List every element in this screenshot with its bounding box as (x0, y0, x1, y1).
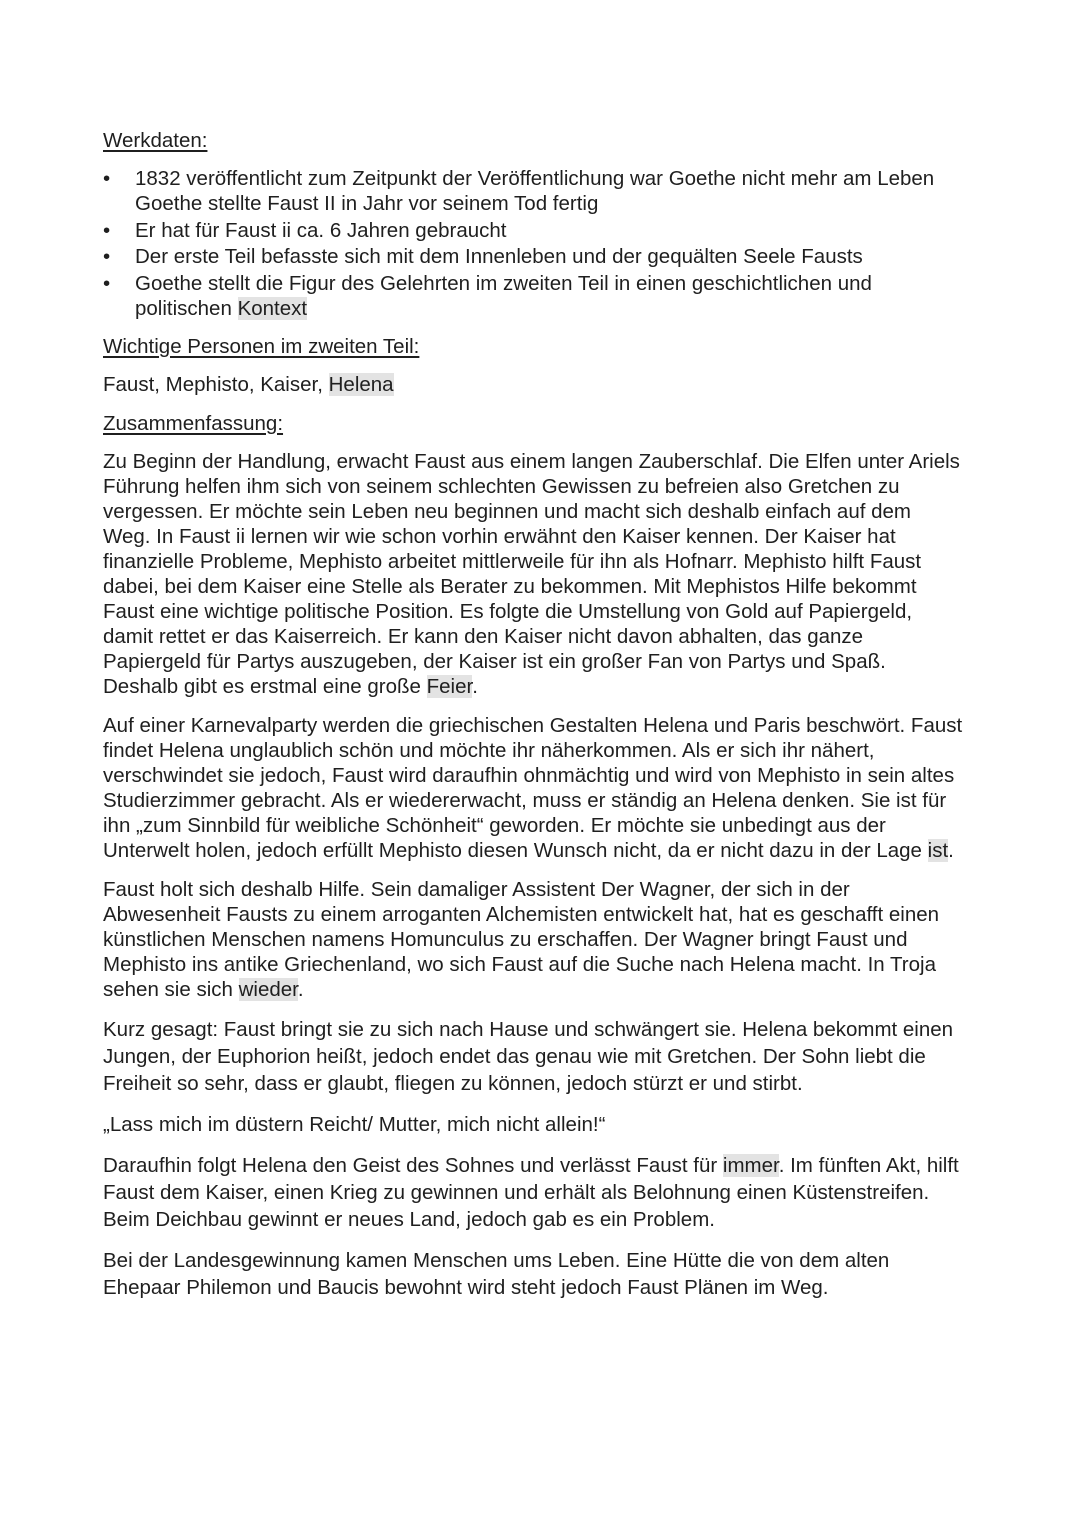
bullet-icon: • (103, 218, 111, 242)
document-page (103, 128, 963, 1315)
list-item-text: Der erste Teil befasste sich mit dem Innenleben und der gequälten Seele Fausts (135, 245, 863, 268)
paragraph-2 (103, 713, 963, 863)
paragraph-text-end: . (297, 977, 304, 1001)
bullet-icon: • (103, 271, 111, 295)
paragraph-text-end: . (472, 674, 478, 698)
paragraph-4 (103, 1016, 963, 1097)
paragraph-text: Zu Beginn der Handlung, erwacht Faust aus einem langen Zauberschlaf. Die Elfen unter Ariels Führung helfen ihm sich von seinem schlechten Gewissen zu befreien also Gretchen zu vergessen. Er möchte sein Leben neu beginnen und macht sich deshalb einfach auf dem Weg. In Faust ii lernen wir wie schon vorhin erwähnt den Kaiser kennen. Der Kaiser hat finanzielle Probleme, Mephisto arbeitet mittlerweile für ihn als Hofnarr. Mephisto hilft Faust dabei, bei dem Kaiser eine Stelle als Berater zu bekommen. Mit Mephistos Hilfe bekommt Faust eine wichtige politische Position. Es folgte die Umstellung von Gold auf Papiergeld, damit rettet er das Kaiserreich. Er kann den Kaiser nicht davon abhalten, das ganze Papiergeld für Partys auszugeben, der Kaiser ist ein großer Fan von Partys und Spaß. Deshalb gibt es erstmal eine große (103, 449, 960, 698)
paragraph-text: Daraufhin folgt Helena den Geist des Sohnes und verlässt Faust für (103, 1153, 723, 1177)
paragraph-6 (103, 1247, 963, 1301)
paragraph-text-end: . Im fünften Akt, hilft Faust dem Kaiser, einen Krieg zu gewinnen und erhält als Belohnung einen Küstenstreifen. Beim Deichbau gewinnt er neues Land, jedoch gab es ein Problem. (103, 1153, 959, 1231)
list-item (103, 166, 963, 216)
highlighted-word: wieder (238, 977, 298, 1001)
list-item-text: Er hat für Faust ii ca. 6 Jahren gebraucht (135, 218, 507, 242)
bullet-icon: • (103, 245, 111, 268)
personen-list: Faust, Mephisto, Kaiser, (103, 372, 329, 396)
list-item (103, 271, 963, 321)
highlighted-word: Helena (328, 372, 394, 396)
paragraph-1 (103, 449, 963, 699)
list-item-text: 1832 veröffentlicht zum Zeitpunkt der Veröffentlichung war Goethe nicht mehr am Leben Goethe stellte Faust II in Jahr vor seinem Tod fertig (135, 167, 935, 215)
heading-zusammenfassung: Zusammenfassung: (103, 411, 284, 435)
paragraph-text: Kurz gesagt: Faust bringt sie zu sich nach Hause und schwängert sie. Helena bekommt einen Jungen, der Euphorion heißt, jedoch endet das genau wie mit Gretchen. Der Sohn liebt die Freiheit so sehr, dass er glaubt, fliegen zu können, jedoch stürzt er und stirbt. (103, 1017, 954, 1095)
highlighted-word: Kontext (237, 296, 308, 320)
paragraph-text: Auf einer Karnevalparty werden die griechischen Gestalten Helena und Paris beschwört. Faust findet Helena unglaublich schön und möchte ihr näherkommen. Als er sich ihr nähert, verschwindet sie jedoch, Faust wird daraufhin ohnmächtig und wird von Mephisto in sein altes Studierzimmer gebracht. Als er wiedererwacht, muss er ständig an Helena denken. Sie ist für ihn „zum Sinnbild für weibliche Schönheit“ geworden. Er möchte sie unbedingt aus der Unterwelt holen, jedoch erfüllt Mephisto diesen Wunsch nicht, da er nicht dazu in der Lage (103, 713, 963, 862)
paragraph-text: Faust holt sich deshalb Hilfe. Sein damaliger Assistent Der Wagner, der sich in der Abwesenheit Fausts zu einem arroganten Alchemisten entwickelt hat, hat es geschafft einen künstlichen Menschen namens Homunculus zu erschaffen. Der Wagner bringt Faust und Mephisto ins antike Griechenland, wo sich Faust auf die Suche nach Helena macht. In Troja sehen sie sich (103, 877, 940, 1001)
bullet-icon: • (103, 167, 111, 190)
highlighted-word: Feier (426, 674, 473, 698)
paragraph-3 (103, 877, 963, 1002)
paragraph-5 (103, 1152, 963, 1233)
quote: „Lass mich im düstern Reicht/ Mutter, mich nicht allein!“ (103, 1112, 606, 1136)
list-item-text: Goethe stellt die Figur des Gelehrten im zweiten Teil in einen geschichtlichen und politischen (135, 271, 872, 320)
list-item (103, 244, 963, 269)
paragraph-text-end: . (948, 838, 954, 862)
personen-text (103, 372, 963, 397)
list-item (103, 218, 963, 243)
werkdaten-list (103, 166, 963, 321)
paragraph-text: Bei der Landesgewinnung kamen Menschen ums Leben. Eine Hütte die von dem alten Ehepaar Philemon und Baucis bewohnt wird steht jedoch Faust Plänen im Weg. (103, 1248, 890, 1299)
heading-personen: Wichtige Personen im zweiten Teil: (103, 334, 420, 358)
heading-werkdaten: Werkdaten: (103, 129, 208, 152)
highlighted-word: immer (722, 1153, 779, 1177)
highlighted-word: ist (927, 838, 949, 862)
